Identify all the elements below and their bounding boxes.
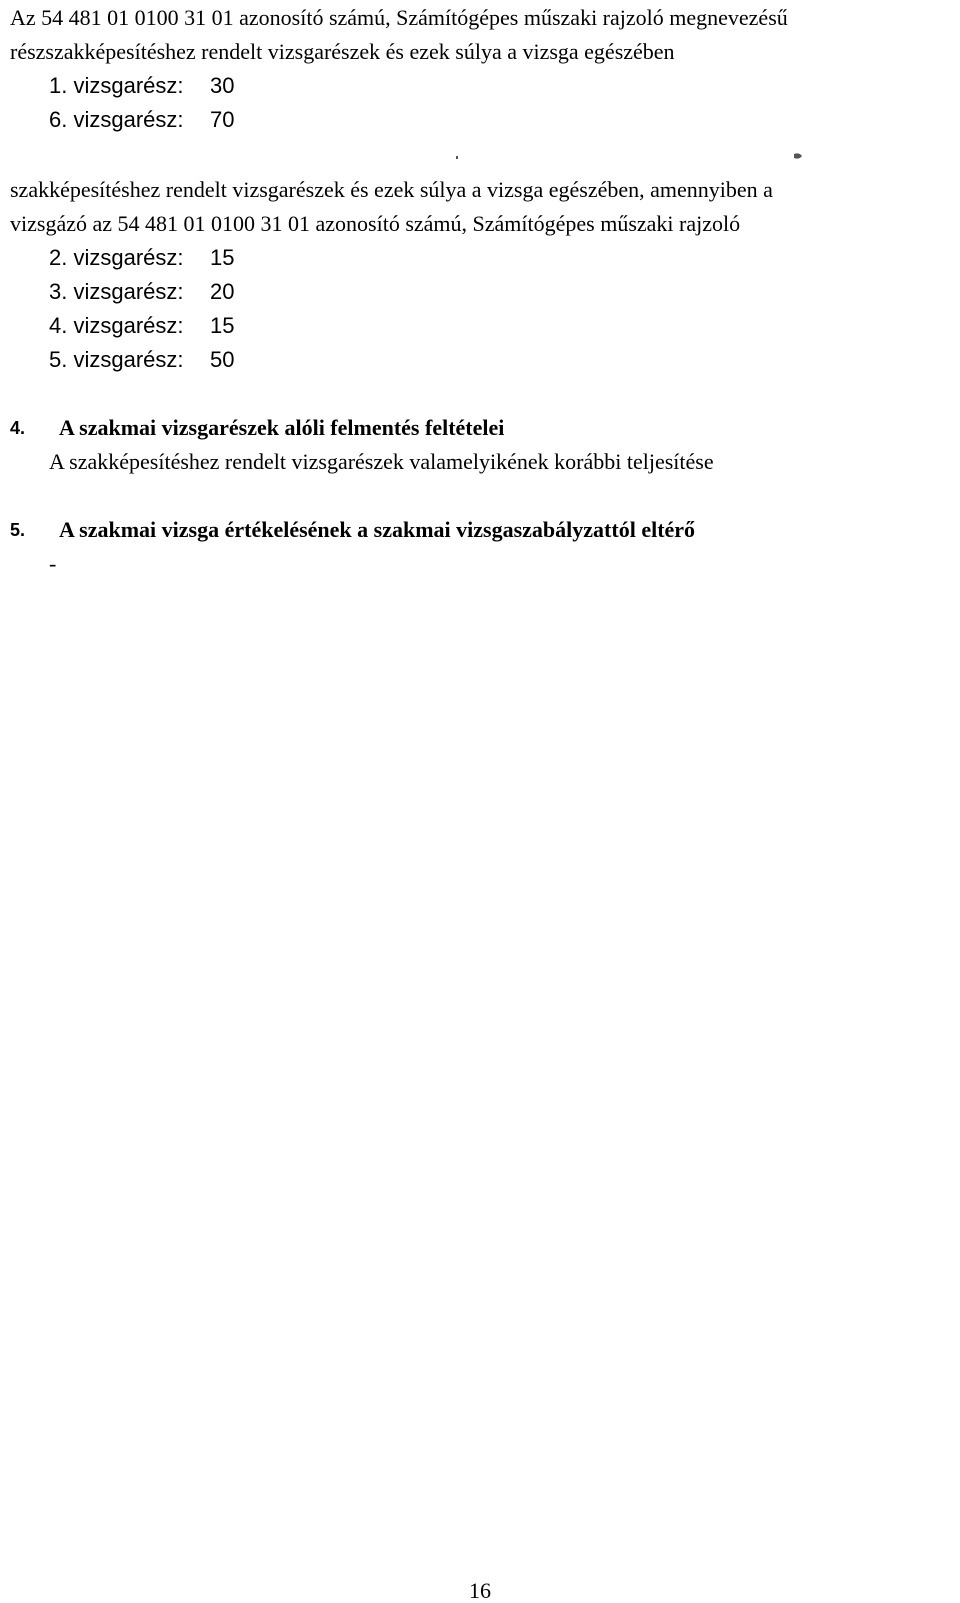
exam-part-label: 3. vizsgarész: [49, 279, 184, 304]
exam-part-weight: 20 [210, 279, 235, 304]
exam-part-row [49, 346, 234, 374]
clipped-line-remnant [0, 150, 960, 162]
block1-line2: részszakképesítéshez rendelt vizsgarészek és ezek súlya a vizsga egészében [10, 39, 675, 64]
section-body: - [49, 551, 57, 576]
exam-part-label: 6. vizsgarész: [49, 107, 184, 132]
exam-part-row [49, 278, 234, 306]
section-heading [10, 516, 910, 544]
section-number: 4. [10, 418, 26, 438]
block2-line1: szakképesítéshez rendelt vizsgarészek és ezek súlya a vizsga egészében, amennyiben a [10, 177, 773, 202]
section-title: A szakmai vizsga értékelésének a szakmai vizsgaszabályzattól eltérő [59, 517, 696, 542]
exam-part-row [49, 312, 234, 340]
exam-part-row [49, 106, 234, 134]
exam-part-weight: 30 [210, 73, 235, 98]
exam-part-weight: 70 [210, 107, 235, 132]
exam-part-weight: 50 [210, 347, 235, 372]
section-title: A szakmai vizsgarészek alóli felmentés feltételei [59, 415, 505, 440]
section-heading [10, 414, 910, 442]
section-body: A szakképesítéshez rendelt vizsgarészek valamelyikének korábbi teljesítése [49, 449, 714, 474]
block2-line2: vizsgázó az 54 481 01 0100 31 01 azonosító számú, Számítógépes műszaki rajzoló [10, 211, 741, 236]
exam-part-label: 1. vizsgarész: [49, 73, 184, 98]
exam-part-row [49, 72, 234, 100]
exam-part-label: 5. vizsgarész: [49, 347, 184, 372]
page-number: 16 [469, 1578, 491, 1603]
exam-part-row [49, 244, 234, 272]
exam-part-weight: 15 [210, 313, 235, 338]
exam-part-label: 2. vizsgarész: [49, 245, 184, 270]
section-number: 5. [10, 520, 26, 540]
block1-line1: Az 54 481 01 0100 31 01 azonosító számú, Számítógépes műszaki rajzoló megnevezésű [10, 5, 788, 30]
exam-part-weight: 15 [210, 245, 235, 270]
exam-part-label: 4. vizsgarész: [49, 313, 184, 338]
